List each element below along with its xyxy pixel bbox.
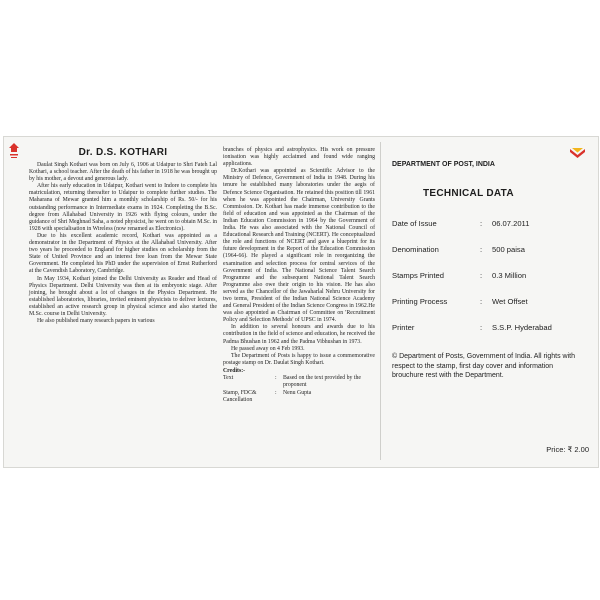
credit-separator: : [275, 374, 277, 381]
technical-row-stamps-printed [392, 271, 586, 297]
tech-label: Date of Issue [392, 219, 437, 228]
tech-label: Printing Process [392, 297, 448, 306]
tech-value: 500 paisa [492, 245, 525, 254]
biography-middle-column [223, 147, 375, 405]
paragraph: The Department of Posts is happy to issue a commemorative postage stamp on Dr. Daulat Singh Kothari. [223, 352, 375, 366]
biography-body-continued [223, 147, 375, 367]
department-heading: DEPARTMENT OF POST, INDIA [392, 161, 495, 168]
credit-separator: : [275, 390, 277, 397]
copyright-notice: © Department of Posts, Government of India. All rights with respect to the stamp, first day cover and information brouchure rest with the Department. [392, 353, 575, 379]
credits-list [223, 375, 375, 403]
tech-value: 0.3 Million [492, 271, 527, 280]
tech-label: Printer [392, 323, 415, 332]
technical-row-printing-process [392, 297, 586, 323]
tech-value: S.S.P. Hyderabad [492, 323, 552, 332]
tech-separator: : [480, 271, 483, 280]
credit-label: Stamp, FDC& Cancellation [223, 390, 257, 403]
paragraph: In May 1934, Kothari joined the Delhi University as Reader and Head of Physics Department. Delhi University was then at its embryonic stage. After joining, he brought about a lot of changes in the Physics Department. He established laboratories, libraries, invited eminent physicists to deliver lectures, established an active research group in physical science and also started the M.Sc. course in Delhi University. [29, 275, 217, 317]
technical-data-table [392, 219, 586, 349]
credit-value: Based on the text provided by the proponent [283, 374, 361, 388]
tech-separator: : [480, 297, 483, 306]
paragraph: In addition to several honours and awards due to his contribution in the field of science and education, he received the Padma Bhushan in 1962 and the Padma Vibhushan in 1973. [223, 324, 375, 345]
tech-separator: : [480, 323, 483, 332]
paragraph: He also published many research papers in various [37, 318, 155, 325]
credit-label: Text [223, 374, 234, 381]
institution-logo-icon [7, 142, 21, 162]
credit-row [223, 390, 375, 403]
brochure-price: Price: ₹ 2.00 [546, 445, 589, 454]
tech-separator: : [480, 219, 483, 228]
column-divider [380, 142, 381, 460]
paragraph: Daulat Singh Kothari was born on July 6, 1906 at Udaipur to Shri Fateh Lal Kothari, a school teacher. After the death of his father in 1918 he was brought up by his mother, a devout and generous lady. [29, 162, 217, 183]
biography-body [29, 162, 217, 325]
tech-value: 06.07.2011 [492, 219, 530, 228]
technical-data-column [392, 142, 586, 381]
technical-row-date [392, 219, 586, 245]
paragraph: branches of physics and astrophysics. His work on pressure ionisation was highly acclaimed and found wide ranging applications. [223, 147, 375, 168]
biography-title: Dr. D.S. KOTHARI [78, 147, 168, 158]
credit-value: Nenu Gupta [283, 390, 312, 397]
credits-title: Credits:- [223, 367, 246, 374]
tech-separator: : [480, 245, 483, 254]
tech-label: Stamps Printed [392, 271, 444, 280]
tech-value: Wet Offset [492, 297, 528, 306]
paragraph: After his early education in Udaipur, Kothari went to Indore to complete his matriculation, returning thereafter to Udaipur to complete further studies. The Maharana of Mewar granted him a monthly scholarship of Rs. 50/- for his outstanding performance in Intermediate exams in 1924. Completing the B.Sc. degree from Allahabad University in 1926 with flying colours, under the guidance of Shri Meghnad Saha, a noted physicist, he went on to obtain M.Sc. in 1928 with specialisation in Wireless (now renamed as Electronics). [29, 183, 217, 232]
tech-label: Denomination [392, 245, 439, 254]
paragraph: Dr.Kothari was appointed as Scientific Advisor to the Ministry of Defence, Government of India in 1948. During his tenure he established many laboratories under the aegis of Defence Science Organisation. He retained this position till 1961 when he was appointed the Chairman, University Grants Commission. Dr. Kothari has made immense contribution to the field of education and was appointed as the Chairman of the Indian Education Commission in 1964 by the Government of India. He was also associated with the National Council of Educational Research and Training (NCERT). He conceptualized the role and functions of NCERT and gave a blueprint for its future development in the Report of the Education Commission (1964-66). He played a significant role in reorganizing the examination and selection process for central services of the Government of India. The National Science Talent Search Programme and the subsequent National Talent Search Programme also owe their origin to his vision. He has also served as the Chancellor of the Jawaharlal Nehru University for two terms, President of the Indian National Science Academy and General President of the Indian Science Congress in 1962.He was also appointed as Chairman of Committee on 'Recruitment Policy and Selection Methods' of UPSC in 1974. [223, 168, 375, 324]
technical-row-printer [392, 323, 586, 349]
technical-row-denomination [392, 245, 586, 271]
biography-left-column [29, 147, 217, 325]
technical-data-title: TECHNICAL DATA [423, 188, 514, 199]
credit-row [223, 375, 375, 388]
paragraph: He passed away on 4 Feb 1993. [231, 345, 305, 352]
paragraph: Due to his excellent academic record, Kothari was appointed as a demonstrator in the Department of Physics at the Allahabad University. After two years he proceeded to England for higher studies on scholarship from the State of United Province and an interest free loan from the Mewar State Government. He completed his PhD under the supervision of Ernst Rutherford at the Cavendish Laboratory, Cambridge. [29, 232, 217, 275]
